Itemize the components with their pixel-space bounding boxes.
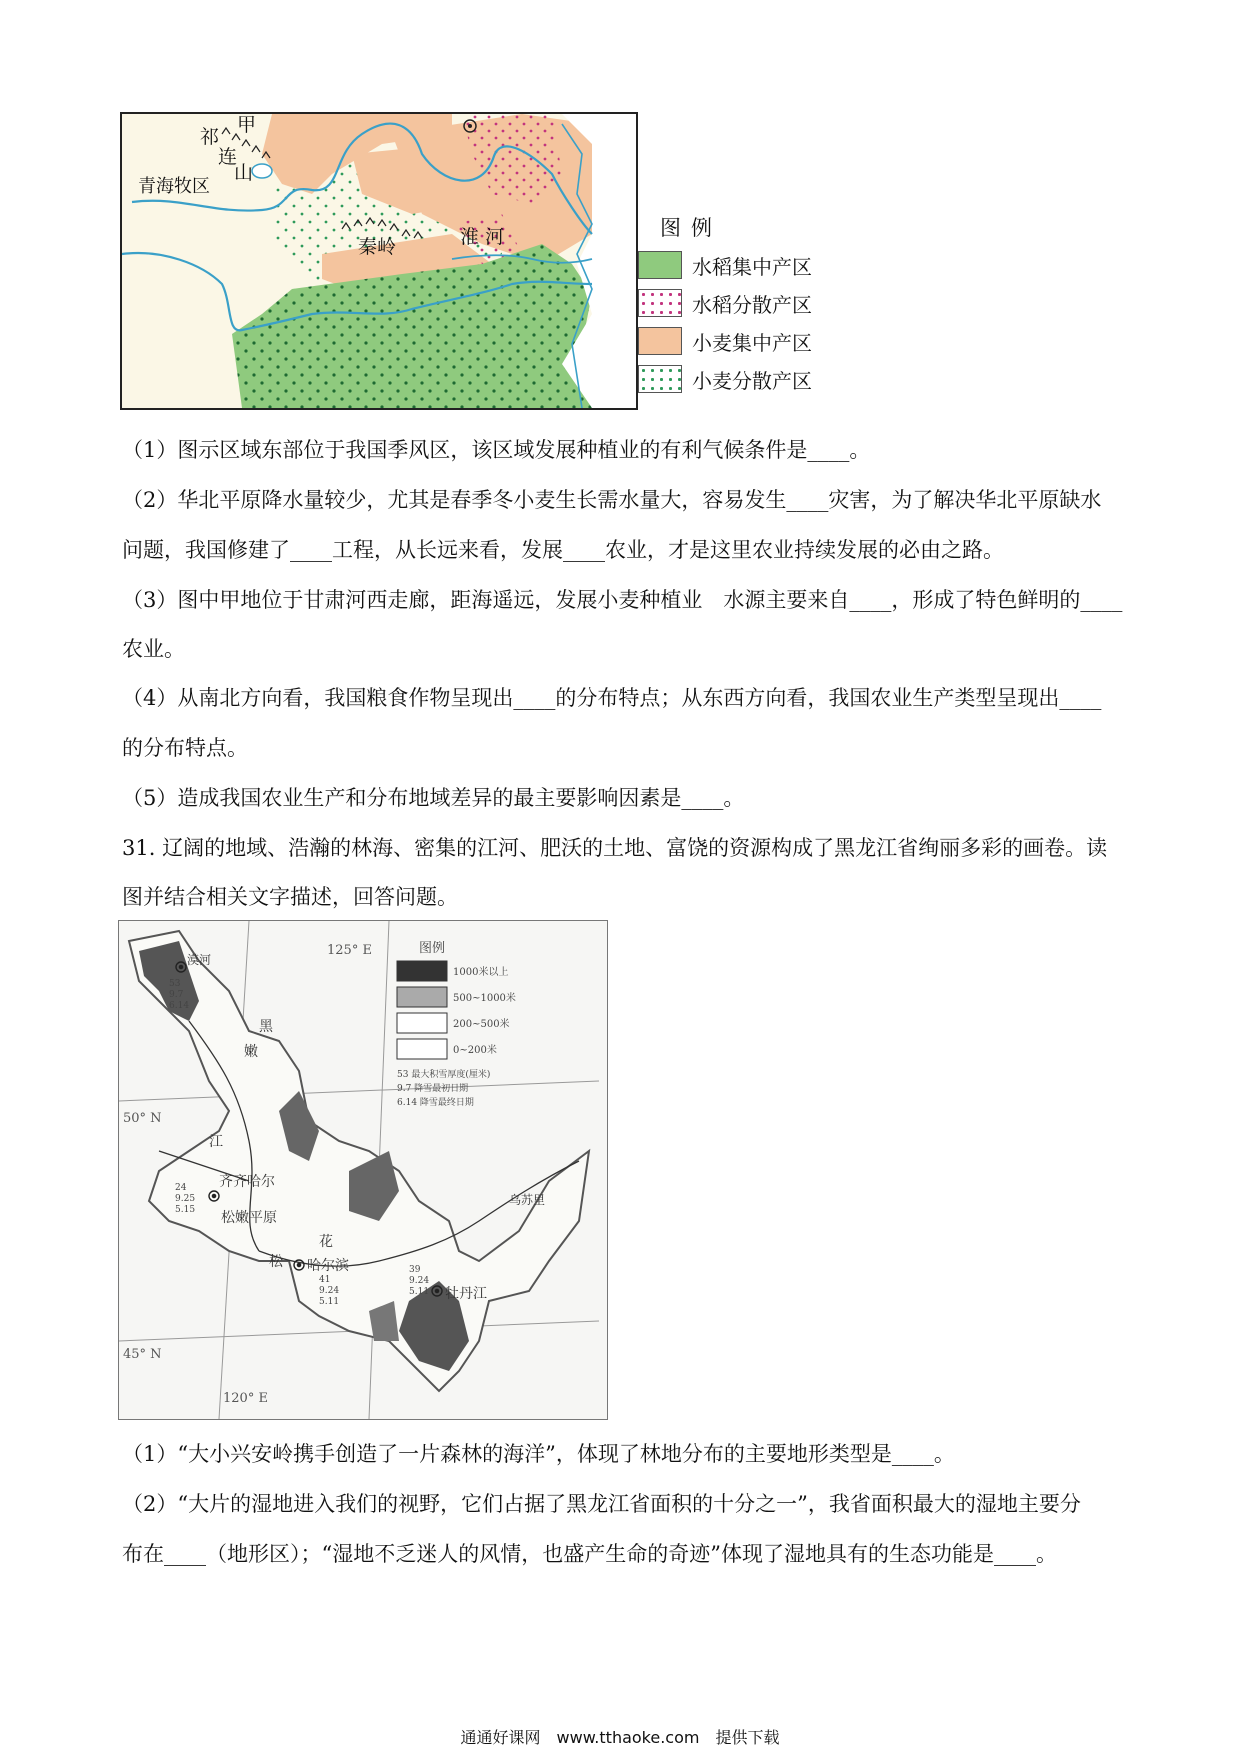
station-mohe-values xyxy=(169,979,189,1012)
legend-label: 小麦分散产区 xyxy=(692,368,812,393)
station-value: 9.24 xyxy=(319,1286,340,1296)
agriculture-map-svg xyxy=(122,114,636,408)
question-31-intro-line1: 31. 辽阔的地域、浩瀚的林海、密集的江河、肥沃的土地、富饶的资源构成了黑龙江省绚丽多彩的画卷。读 xyxy=(122,836,1108,860)
city-harbin: 哈尔滨 xyxy=(307,1258,349,1274)
region-nen: 嫩 xyxy=(244,1044,258,1060)
question-30-4-line2: 的分布特点。 xyxy=(122,736,248,760)
label-shan: 山 xyxy=(234,162,254,184)
question-31-2-line1: （2）“大片的湿地进入我们的视野，它们占据了黑龙江省面积的十分之一”，我省面积最大的湿地主要分 xyxy=(122,1492,1081,1516)
station-mudanjiang-values xyxy=(409,1265,429,1298)
station-value: 24 xyxy=(175,1183,187,1193)
region-wusuli: 乌苏里 xyxy=(509,1193,546,1207)
question-30-2-line2: 问题，我国修建了____工程，从长远来看，发展____农业，才是这里农业持续发展的必由之路。 xyxy=(122,538,1004,562)
question-30-5: （5）造成我国农业生产和分布地域差异的最主要影响因素是____。 xyxy=(122,786,745,810)
question-31-1: （1）“大小兴安岭携手创造了一片森林的海洋”，体现了林地分布的主要地形类型是____。 xyxy=(122,1442,955,1466)
legend-label: 水稻分散产区 xyxy=(692,292,812,317)
heilongjiang-map xyxy=(118,920,608,1420)
region-songnen-plain: 松嫩平原 xyxy=(221,1210,277,1226)
page-footer: 通通好课网 www.tthaoke.com 提供下载 xyxy=(460,1728,780,1747)
station-value: 39 xyxy=(409,1265,421,1275)
station-value: 53 xyxy=(169,979,181,989)
question-31-intro-line2: 图并结合相关文字描述，回答问题。 xyxy=(122,885,458,909)
city-mudanjiang: 牡丹江 xyxy=(445,1286,487,1302)
label-qinghai-pasture: 青海牧区 xyxy=(138,176,210,197)
region-hua: 花 xyxy=(319,1234,333,1250)
label-qi: 祁 xyxy=(200,126,220,148)
lon-120-label: 120° E xyxy=(223,1391,268,1406)
swatch-wheat-concentrated xyxy=(638,327,682,355)
question-30-3-line2: 农业。 xyxy=(122,637,185,661)
lat-50-label: 50° N xyxy=(123,1111,162,1126)
legend-item-rice-scattered xyxy=(638,288,812,318)
agriculture-map-legend xyxy=(636,212,836,412)
region-hei: 黑 xyxy=(259,1019,273,1035)
legend-item-wheat-concentrated xyxy=(638,326,812,356)
region-song: 松 xyxy=(269,1254,283,1270)
city-qiqihar: 齐齐哈尔 xyxy=(219,1174,275,1190)
question-30-1: （1）图示区域东部位于我国季风区，该区域发展种植业的有利气候条件是____。 xyxy=(122,438,871,462)
region-jiang: 江 xyxy=(209,1134,223,1150)
swatch-wheat-scattered xyxy=(638,365,682,393)
map2-legend-item: 500~1000米 xyxy=(453,993,516,1004)
heilongjiang-map-svg xyxy=(119,921,607,1419)
agriculture-map xyxy=(120,112,638,410)
station-harbin-values xyxy=(319,1275,339,1308)
lat-45-label: 45° N xyxy=(123,1347,162,1362)
city-mohe: 漠河 xyxy=(187,953,212,967)
elevation-legend xyxy=(397,961,447,1059)
question-30-3-line1: （3）图中甲地位于甘肃河西走廊，距海遥远，发展小麦种植业 水源主要来自____，形成了特色鲜明的____ xyxy=(122,588,1123,612)
map2-legend-item: 0~200米 xyxy=(453,1045,497,1056)
swatch-rice-scattered xyxy=(638,289,682,317)
map2-legend-note: 9.7 降雪最初日期 xyxy=(397,1084,469,1094)
station-value: 9.7 xyxy=(169,990,184,1000)
station-value: 5.11 xyxy=(409,1287,430,1297)
station-value: 5.11 xyxy=(319,1297,340,1307)
legend-label: 小麦集中产区 xyxy=(692,330,812,355)
station-value: 9.25 xyxy=(175,1194,196,1204)
station-qiqihar-values xyxy=(175,1183,195,1216)
map2-legend-item: 200~500米 xyxy=(453,1019,510,1030)
label-huaihe: 淮 河 xyxy=(460,226,505,248)
question-31-2-line2: 布在____（地形区）；“湿地不乏迷人的风情，也盛产生命的奇迹”体现了湿地具有的生态功能是____。 xyxy=(122,1542,1057,1566)
station-value: 9.24 xyxy=(409,1276,430,1286)
legend-item-wheat-scattered xyxy=(638,364,812,394)
station-value: 5.15 xyxy=(175,1205,196,1215)
label-qinling: 秦岭 xyxy=(358,236,397,258)
label-lian: 连 xyxy=(218,146,238,168)
swatch-rice-concentrated xyxy=(638,251,682,279)
label-jia: 甲 xyxy=(237,114,257,136)
legend-title: 图例 xyxy=(660,216,722,240)
map2-legend-item: 1000米以上 xyxy=(453,967,509,978)
map2-legend-title: 图例 xyxy=(419,941,446,956)
map2-legend-note: 6.14 降雪最终日期 xyxy=(397,1098,474,1108)
question-30-4-line1: （4）从南北方向看，我国粮食作物呈现出____的分布特点；从东西方向看，我国农业生产类型呈现出____ xyxy=(122,686,1102,710)
legend-label: 水稻集中产区 xyxy=(692,254,812,279)
lon-125-label: 125° E xyxy=(327,943,372,958)
legend-item-rice-concentrated xyxy=(638,250,812,280)
map2-legend-note: 53 最大积雪厚度(厘米) xyxy=(397,1070,491,1080)
question-30-2-line1: （2）华北平原降水量较少，尤其是春季冬小麦生长需水量大，容易发生____灾害，为了解决华北平原缺水 xyxy=(122,488,1102,512)
station-value: 41 xyxy=(319,1275,331,1285)
station-value: 6.14 xyxy=(169,1001,190,1011)
